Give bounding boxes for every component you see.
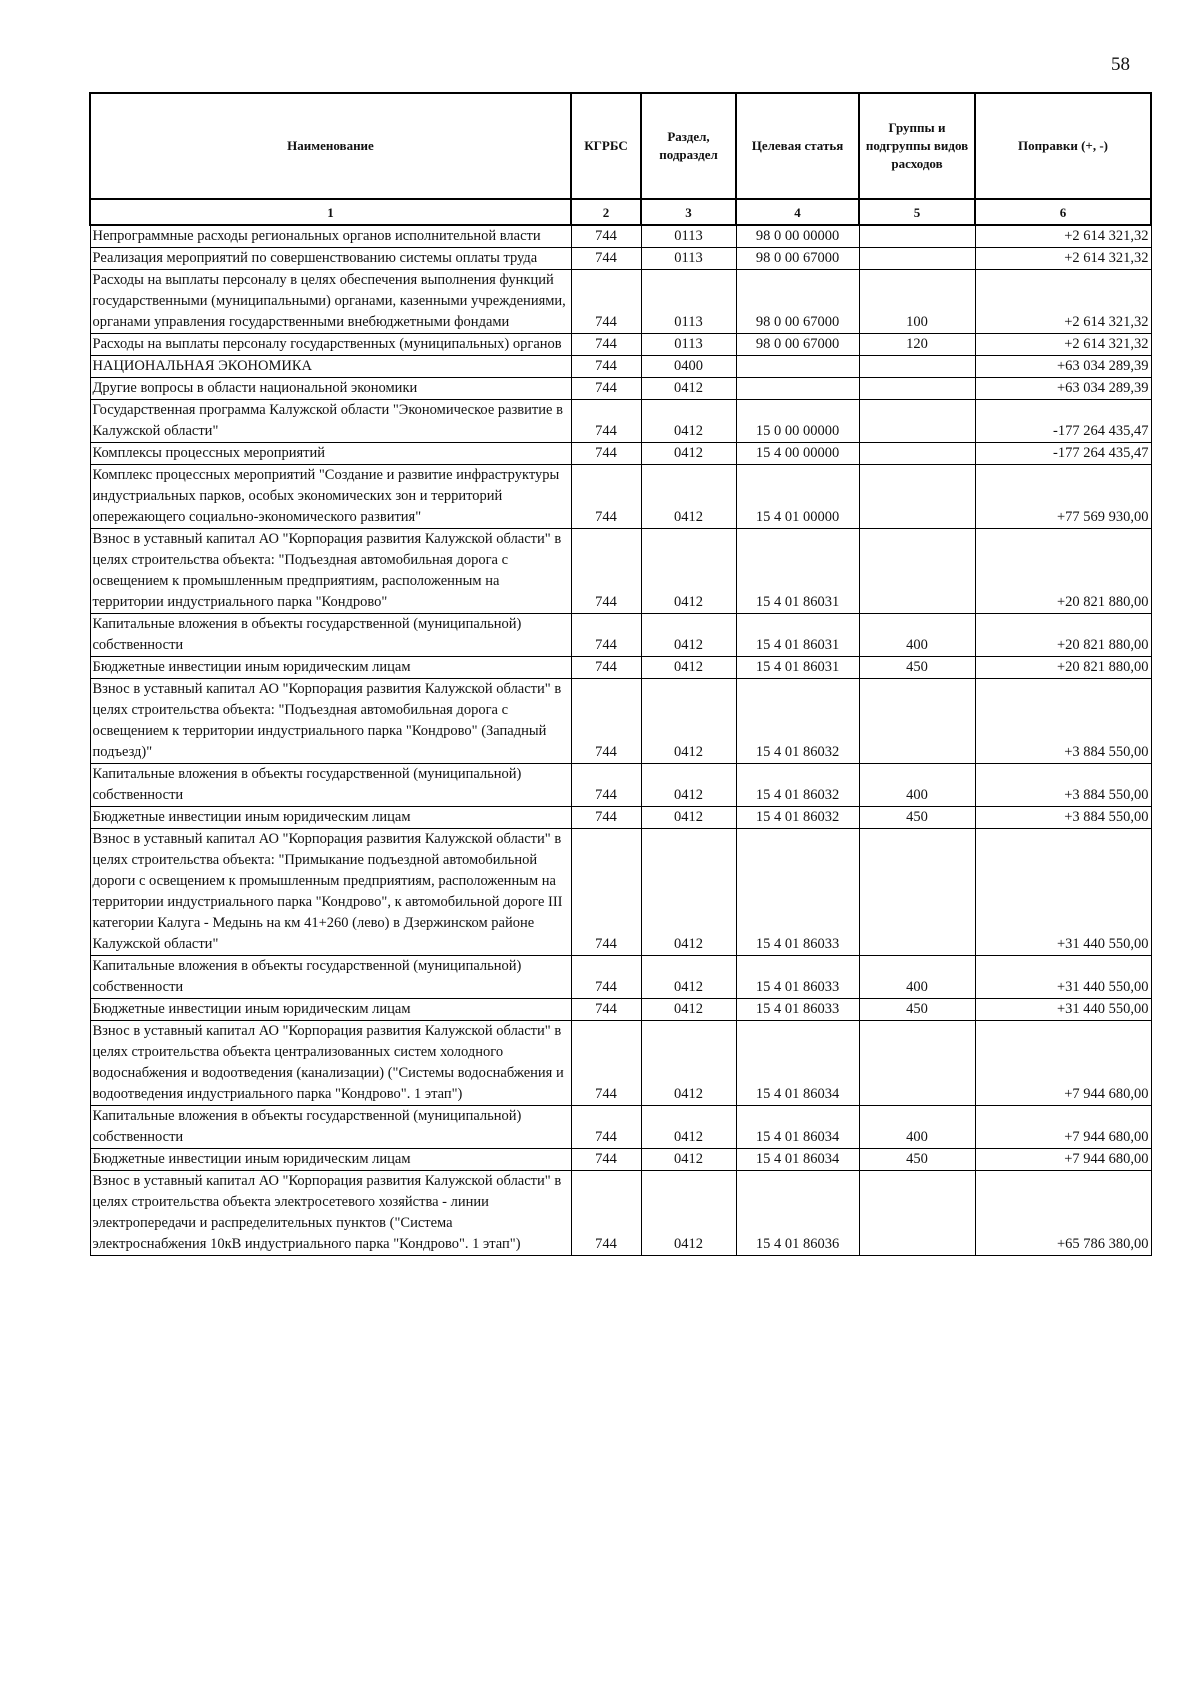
row-group: 100 xyxy=(859,270,975,334)
row-kgrbs: 744 xyxy=(571,248,641,270)
row-name: Непрограммные расходы региональных органов исполнительной власти xyxy=(90,225,571,248)
row-target: 15 4 01 86036 xyxy=(736,1171,859,1256)
row-name: Комплекс процессных мероприятий "Создание и развитие инфраструктуры индустриальных парков, особых экономических зон и территорий опережающего социально-экономического развития" xyxy=(90,465,571,529)
table-row xyxy=(90,1171,1151,1256)
row-group xyxy=(859,400,975,443)
row-target: 15 0 00 00000 xyxy=(736,400,859,443)
row-group: 450 xyxy=(859,999,975,1021)
row-kgrbs: 744 xyxy=(571,1021,641,1106)
row-target: 15 4 01 86034 xyxy=(736,1106,859,1149)
table-row xyxy=(90,657,1151,679)
row-section: 0412 xyxy=(641,443,736,465)
row-amount: +3 884 550,00 xyxy=(975,764,1151,807)
row-name: Другие вопросы в области национальной экономики xyxy=(90,378,571,400)
row-name: Комплексы процессных мероприятий xyxy=(90,443,571,465)
row-group xyxy=(859,378,975,400)
row-target: 15 4 01 86032 xyxy=(736,679,859,764)
row-target: 15 4 01 86032 xyxy=(736,807,859,829)
table-row xyxy=(90,807,1151,829)
row-name: Капитальные вложения в объекты государственной (муниципальной) собственности xyxy=(90,956,571,999)
row-name: Взнос в уставный капитал АО "Корпорация развития Калужской области" в целях строительства объекта централизованных систем холодного водоснабжения и водоотведения (канализации) ("Системы водоснабжения и водоотведения индустриального парка "Кондрово". 1 этап") xyxy=(90,1021,571,1106)
table-body xyxy=(90,225,1151,1256)
row-group xyxy=(859,225,975,248)
row-group: 450 xyxy=(859,657,975,679)
table-row xyxy=(90,270,1151,334)
row-kgrbs: 744 xyxy=(571,1106,641,1149)
column-number: 2 xyxy=(571,199,641,225)
row-name: Бюджетные инвестиции иным юридическим лицам xyxy=(90,999,571,1021)
row-name: Взнос в уставный капитал АО "Корпорация развития Калужской области" в целях строительства объекта: "Подъездная автомобильная дорога с освещением к промышленным предприятиям, расположенным на территории индустриального парка "Кондрово" xyxy=(90,529,571,614)
row-amount: +3 884 550,00 xyxy=(975,679,1151,764)
table-row xyxy=(90,225,1151,248)
row-target: 98 0 00 67000 xyxy=(736,270,859,334)
row-amount: +63 034 289,39 xyxy=(975,356,1151,378)
row-section: 0412 xyxy=(641,999,736,1021)
table-row xyxy=(90,829,1151,956)
row-target: 15 4 01 00000 xyxy=(736,465,859,529)
row-name: Бюджетные инвестиции иным юридическим лицам xyxy=(90,1149,571,1171)
row-amount: +31 440 550,00 xyxy=(975,829,1151,956)
row-kgrbs: 744 xyxy=(571,807,641,829)
column-number: 5 xyxy=(859,199,975,225)
row-amount: +2 614 321,32 xyxy=(975,248,1151,270)
row-group: 400 xyxy=(859,614,975,657)
row-target: 15 4 00 00000 xyxy=(736,443,859,465)
row-name: Взнос в уставный капитал АО "Корпорация развития Калужской области" в целях строительства объекта электросетевого хозяйства - линии электропередачи и распределительных пунктов ("Система электроснабжения 10кВ индустриального парка "Кондрово". 1 этап") xyxy=(90,1171,571,1256)
row-section: 0412 xyxy=(641,764,736,807)
row-kgrbs: 744 xyxy=(571,657,641,679)
table-row xyxy=(90,378,1151,400)
row-amount: +7 944 680,00 xyxy=(975,1021,1151,1106)
row-group: 450 xyxy=(859,807,975,829)
row-amount: +31 440 550,00 xyxy=(975,999,1151,1021)
row-name: Бюджетные инвестиции иным юридическим лицам xyxy=(90,657,571,679)
row-section: 0113 xyxy=(641,248,736,270)
row-amount: +65 786 380,00 xyxy=(975,1171,1151,1256)
row-section: 0412 xyxy=(641,829,736,956)
table-row xyxy=(90,465,1151,529)
row-section: 0113 xyxy=(641,334,736,356)
column-number-row xyxy=(90,199,1151,225)
table-row xyxy=(90,529,1151,614)
row-section: 0412 xyxy=(641,378,736,400)
row-kgrbs: 744 xyxy=(571,956,641,999)
row-group xyxy=(859,356,975,378)
row-amount: +2 614 321,32 xyxy=(975,334,1151,356)
table-row xyxy=(90,679,1151,764)
row-target: 15 4 01 86031 xyxy=(736,529,859,614)
table-row xyxy=(90,248,1151,270)
column-number: 1 xyxy=(90,199,571,225)
row-name: Взнос в уставный капитал АО "Корпорация развития Калужской области" в целях строительства объекта: "Подъездная автомобильная дорога с освещением к территории индустриального парка "Кондрово" (Западный подъезд)" xyxy=(90,679,571,764)
row-section: 0412 xyxy=(641,400,736,443)
row-group: 120 xyxy=(859,334,975,356)
row-target: 15 4 01 86034 xyxy=(736,1021,859,1106)
row-name: Государственная программа Калужской области "Экономическое развитие в Калужской области" xyxy=(90,400,571,443)
column-number: 4 xyxy=(736,199,859,225)
row-group xyxy=(859,679,975,764)
row-group xyxy=(859,1171,975,1256)
row-target: 15 4 01 86033 xyxy=(736,956,859,999)
table-row xyxy=(90,999,1151,1021)
row-group xyxy=(859,443,975,465)
row-kgrbs: 744 xyxy=(571,378,641,400)
row-section: 0412 xyxy=(641,807,736,829)
table-row xyxy=(90,956,1151,999)
row-kgrbs: 744 xyxy=(571,465,641,529)
row-target: 15 4 01 86031 xyxy=(736,657,859,679)
row-name: Реализация мероприятий по совершенствованию системы оплаты труда xyxy=(90,248,571,270)
header-amendments: Поправки (+, -) xyxy=(975,93,1151,199)
table-row xyxy=(90,400,1151,443)
row-name: Расходы на выплаты персоналу государственных (муниципальных) органов xyxy=(90,334,571,356)
row-target: 15 4 01 86031 xyxy=(736,614,859,657)
row-kgrbs: 744 xyxy=(571,1171,641,1256)
row-kgrbs: 744 xyxy=(571,764,641,807)
row-kgrbs: 744 xyxy=(571,356,641,378)
row-target: 98 0 00 67000 xyxy=(736,248,859,270)
row-group: 450 xyxy=(859,1149,975,1171)
row-section: 0412 xyxy=(641,614,736,657)
row-target: 98 0 00 00000 xyxy=(736,225,859,248)
column-number: 3 xyxy=(641,199,736,225)
row-section: 0412 xyxy=(641,679,736,764)
table-row xyxy=(90,356,1151,378)
row-target: 98 0 00 67000 xyxy=(736,334,859,356)
table-row xyxy=(90,443,1151,465)
row-target xyxy=(736,356,859,378)
header-section: Раздел, подраздел xyxy=(641,93,736,199)
row-section: 0113 xyxy=(641,225,736,248)
table-row xyxy=(90,1021,1151,1106)
row-section: 0412 xyxy=(641,1106,736,1149)
row-target: 15 4 01 86033 xyxy=(736,999,859,1021)
table-row xyxy=(90,334,1151,356)
row-amount: +2 614 321,32 xyxy=(975,270,1151,334)
row-amount: +31 440 550,00 xyxy=(975,956,1151,999)
row-amount: +7 944 680,00 xyxy=(975,1149,1151,1171)
row-kgrbs: 744 xyxy=(571,829,641,956)
row-section: 0412 xyxy=(641,1149,736,1171)
row-name: Расходы на выплаты персоналу в целях обеспечения выполнения функций государственными (муниципальными) органами, казенными учреждениями, органами управления государственными внебюджетными фондами xyxy=(90,270,571,334)
table-row xyxy=(90,1106,1151,1149)
header-groups: Группы и подгруппы видов расходов xyxy=(859,93,975,199)
row-section: 0412 xyxy=(641,465,736,529)
row-section: 0412 xyxy=(641,1171,736,1256)
row-target: 15 4 01 86033 xyxy=(736,829,859,956)
row-amount: -177 264 435,47 xyxy=(975,443,1151,465)
row-group: 400 xyxy=(859,764,975,807)
row-target: 15 4 01 86032 xyxy=(736,764,859,807)
row-kgrbs: 744 xyxy=(571,270,641,334)
header-row xyxy=(90,93,1151,199)
row-section: 0412 xyxy=(641,1021,736,1106)
row-name: Бюджетные инвестиции иным юридическим лицам xyxy=(90,807,571,829)
row-amount: +3 884 550,00 xyxy=(975,807,1151,829)
table-row xyxy=(90,1149,1151,1171)
row-section: 0113 xyxy=(641,270,736,334)
row-target xyxy=(736,378,859,400)
row-group: 400 xyxy=(859,1106,975,1149)
table-row xyxy=(90,614,1151,657)
row-kgrbs: 744 xyxy=(571,1149,641,1171)
budget-amendments-table xyxy=(89,92,1152,1256)
row-kgrbs: 744 xyxy=(571,614,641,657)
table-row xyxy=(90,764,1151,807)
row-section: 0412 xyxy=(641,657,736,679)
row-kgrbs: 744 xyxy=(571,443,641,465)
row-amount: +63 034 289,39 xyxy=(975,378,1151,400)
row-amount: +20 821 880,00 xyxy=(975,614,1151,657)
row-amount: +20 821 880,00 xyxy=(975,529,1151,614)
row-amount: +2 614 321,32 xyxy=(975,225,1151,248)
row-group xyxy=(859,829,975,956)
row-amount: +7 944 680,00 xyxy=(975,1106,1151,1149)
row-name: Капитальные вложения в объекты государственной (муниципальной) собственности xyxy=(90,1106,571,1149)
row-group xyxy=(859,248,975,270)
row-kgrbs: 744 xyxy=(571,529,641,614)
row-kgrbs: 744 xyxy=(571,334,641,356)
row-group xyxy=(859,1021,975,1106)
row-section: 0412 xyxy=(641,529,736,614)
header-target: Целевая статья xyxy=(736,93,859,199)
row-amount: +20 821 880,00 xyxy=(975,657,1151,679)
row-name: НАЦИОНАЛЬНАЯ ЭКОНОМИКА xyxy=(90,356,571,378)
row-group xyxy=(859,529,975,614)
row-target: 15 4 01 86034 xyxy=(736,1149,859,1171)
row-kgrbs: 744 xyxy=(571,679,641,764)
row-kgrbs: 744 xyxy=(571,999,641,1021)
row-section: 0412 xyxy=(641,956,736,999)
page-number: 58 xyxy=(1111,54,1130,75)
row-kgrbs: 744 xyxy=(571,400,641,443)
column-number: 6 xyxy=(975,199,1151,225)
row-name: Капитальные вложения в объекты государственной (муниципальной) собственности xyxy=(90,614,571,657)
row-name: Взнос в уставный капитал АО "Корпорация развития Калужской области" в целях строительства объекта: "Примыкание подъездной автомобильной дороги с освещением к промышленным предприятиям, расположенным на территории индустриального парка "Кондрово", к автомобильной дороге III категории Калуга - Медынь на км 41+260 (лево) в Дзержинском районе Калужской области" xyxy=(90,829,571,956)
row-amount: +77 569 930,00 xyxy=(975,465,1151,529)
row-name: Капитальные вложения в объекты государственной (муниципальной) собственности xyxy=(90,764,571,807)
row-kgrbs: 744 xyxy=(571,225,641,248)
row-section: 0400 xyxy=(641,356,736,378)
header-name: Наименование xyxy=(90,93,571,199)
row-group: 400 xyxy=(859,956,975,999)
row-amount: -177 264 435,47 xyxy=(975,400,1151,443)
row-group xyxy=(859,465,975,529)
header-kgrbs: КГРБС xyxy=(571,93,641,199)
